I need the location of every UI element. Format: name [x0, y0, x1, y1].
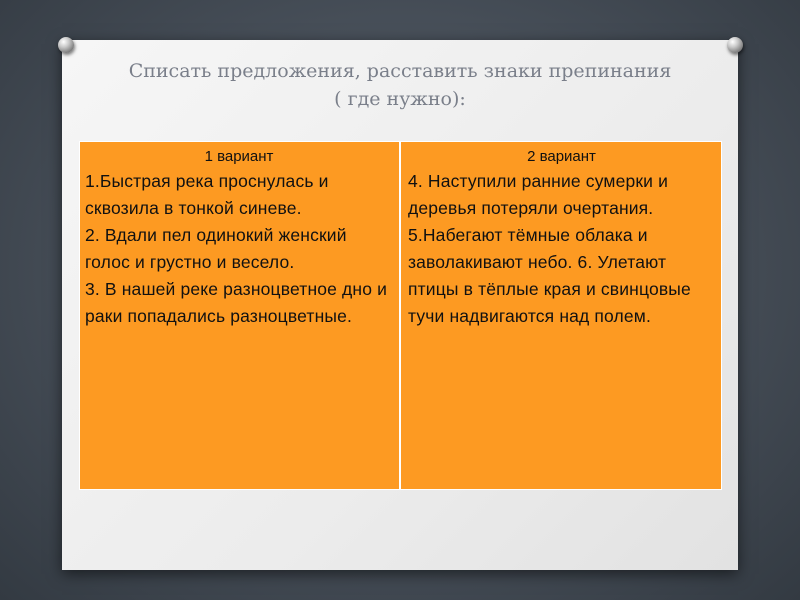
sentence-1: 1.Быстрая река проснулась и сквозила в тонкой синеве.: [85, 171, 329, 218]
variant-1-header: 1 вариант: [204, 148, 274, 165]
variant-1-cell: [80, 142, 401, 489]
variant-2-text: [408, 168, 715, 330]
variants-table: [79, 141, 722, 490]
slide-title-line-2: ( где нужно):: [334, 88, 466, 110]
sentence-4: 4. Наступили ранние сумерки и деревья потеряли очертания.: [408, 171, 669, 218]
pushpin-icon: [727, 37, 743, 53]
variant-1-text: [85, 168, 393, 330]
slide-title: [70, 57, 730, 113]
sentence-3: 3. В нашей реке разноцветное дно и раки попадались разноцветные.: [85, 279, 388, 326]
variant-2-cell: [401, 142, 721, 489]
slide-title-line-1: Списать предложения, расставить знаки препинания: [128, 60, 672, 82]
pushpin-icon: [58, 37, 74, 53]
sentence-5-6: 5.Набегают тёмные облака и заволакивают небо. 6. Улетают птицы в тёплые края и свинцовые тучи надвигаются над полем.: [408, 225, 691, 326]
variant-2-header: 2 вариант: [527, 148, 596, 165]
sentence-2: 2. Вдали пел одинокий женский голос и грустно и весело.: [85, 225, 347, 272]
